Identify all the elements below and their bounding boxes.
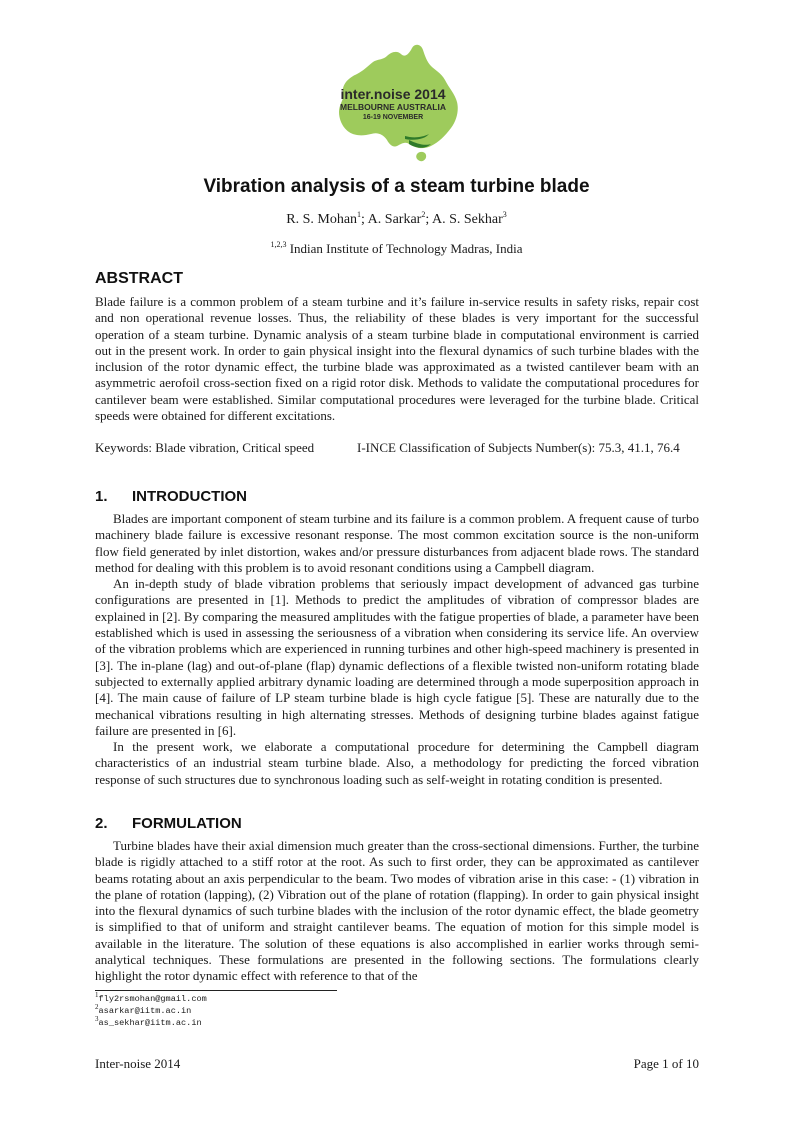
abstract-heading: ABSTRACT — [95, 270, 183, 287]
section-2-body — [95, 838, 699, 985]
footer-page-number: Page 1 of 10 — [633, 1056, 699, 1071]
author-separator: ; — [425, 212, 432, 227]
author-separator: ; — [361, 212, 368, 227]
classification: I-INCE Classification of Subjects Number(s): 75.3, 41.1, 76.4 — [357, 440, 680, 455]
footnote-3-email: as_sekhar@iitm.ac.in — [98, 1018, 202, 1028]
section-2-number: 2. — [95, 815, 108, 832]
section-1-heading — [95, 488, 247, 505]
section-1-paragraph-2: An in-depth study of blade vibration problems that seriously impact development of advanced gas turbine configurations are presented in [1]. Methods to predict the amplitudes of vibration of compressor blades are explained in [2]. By comparing the measured amplitudes with the fatigue properties of blade, a parameter have been established which is used in assessing the seriousness of a vibration when considering its service life. An overview of the vibration problems which are experienced in running turbines and other high-speed machinery is presented in [3]. The in-plane (lag) and out-of-plane (flap) dynamic deflections of a flexible twisted non-uniform rotating blade subjected to externally applied arbitrary dynamic loading are determined through a mode superposition approach in [4]. The main cause of failure of LP steam turbine blade is high cycle fatigue [5]. These are naturally due to the mechanical vibrations resulting in high alternating stresses. Methods of designing turbine blades against fatigue failure are presented in [6]. — [95, 576, 699, 738]
section-2-title: FORMULATION — [132, 815, 242, 832]
section-2-paragraph-1: Turbine blades have their axial dimension much greater than the cross-sectional dimensions. Further, the turbine blade is rigidly attached to a stiff rotor at the root. As such to first order, they can be approximated as cantilever beams rotating about an axis perpendicular to the beam. Two modes of vibration arise in this case: - (1) vibration in the plane of rotation (lapping), (2) Vibration out of the plane of rotation (flapping). In order to gain physical insight into the flexural dynamics of such turbine blades with the inclusion of the rotor dynamic effect, the blade geometry is simplified to that of uniform and straight cantilever beams. The equation of motion for this simple model is available in the literature. The solution of these equations is also accomplished in earlier works through semi-analytical techniques. These formulations are presented in the following sections. The formulations clearly highlight the rotor dynamic effect with reference to that of the — [95, 838, 699, 984]
author-3: A. S. Sekhar — [431, 212, 503, 227]
footnote-1-sup: 1 — [95, 991, 99, 999]
footnote-1 — [95, 993, 207, 1005]
author-3-sup: 3 — [502, 210, 507, 219]
footnotes — [95, 993, 207, 1029]
australia-map-logo — [313, 40, 473, 164]
author-list — [0, 212, 793, 228]
logo-line-2: MELBOURNE AUSTRALIA — [340, 102, 446, 112]
footnote-3-sup: 3 — [95, 1015, 99, 1023]
footnote-2-email: asarkar@iitm.ac.in — [98, 1006, 192, 1016]
section-1-paragraph-3: In the present work, we elaborate a computational procedure for determining the Campbell diagram characteristics of an industrial steam turbine blade. Also, a methodology for predicting the forced vibration response of such structures due to synchronous loading such as self-weight in rotating condition is presented. — [95, 739, 699, 787]
section-1-number: 1. — [95, 488, 108, 505]
section-2-heading — [95, 815, 242, 832]
footnote-1-email: fly2rsmohan@gmail.com — [98, 994, 207, 1004]
abstract-text: Blade failure is a common problem of a steam turbine and it’s failure in-service results in safety risks, repair cost and non operational revenue losses. Thus, the reliability of these blades is very important for the successful operation of a steam turbine. Dynamic analysis of a steam turbine blade in computational environment is carried out in the present work. In order to gain physical insight into the flexural dynamics of such turbine blades with the inclusion of the rotor dynamic effect, the turbine blade was approximated as a twisted cantilever beam with an asymmetric aerofoil cross-section fixed on a rigid rotor disk. Methods to validate the computational procedures for cantilever beam were established. Similar computational procedures were leveraged for the turbine blade. Critical speeds were obtained for different excitations. — [95, 294, 699, 424]
footer-conference: Inter-noise 2014 — [95, 1056, 181, 1071]
footnote-3 — [95, 1017, 207, 1029]
footnote-2 — [95, 1005, 207, 1017]
keywords: Keywords: Blade vibration, Critical speed — [95, 440, 315, 455]
affiliation-sup: 1,2,3 — [270, 240, 287, 249]
affiliation-text: Indian Institute of Technology Madras, India — [286, 241, 523, 256]
tasmania-shape — [416, 152, 426, 161]
logo-line-3: 16-19 NOVEMBER — [362, 114, 424, 121]
footnote-rule — [95, 990, 337, 991]
author-1-sup: 1 — [357, 210, 362, 219]
author-2: A. Sarkar — [367, 212, 422, 227]
affiliation — [0, 241, 793, 257]
abstract-body — [95, 294, 699, 424]
author-2-sup: 2 — [421, 210, 426, 219]
section-1-paragraph-1: Blades are important component of steam turbine and its failure is a common problem. A frequent cause of turbo machinery blade failure is excessive resonant response. The most common excitation source is the non-uniform flow field generated by inlet distortion, wakes and/or pressure disturbances from adjacent blade rows. The standard method for dealing with this problem is to avoid resonant conditions using a Campbell diagram. — [95, 511, 699, 575]
logo-line-1: inter.noise 2014 — [340, 86, 446, 102]
footnote-2-sup: 2 — [95, 1003, 99, 1011]
author-1: R. S. Mohan — [286, 212, 358, 227]
section-1-title: INTRODUCTION — [132, 488, 247, 505]
conference-logo — [313, 40, 473, 164]
paper-title: Vibration analysis of a steam turbine blade — [203, 176, 590, 197]
section-1-body — [95, 511, 699, 788]
